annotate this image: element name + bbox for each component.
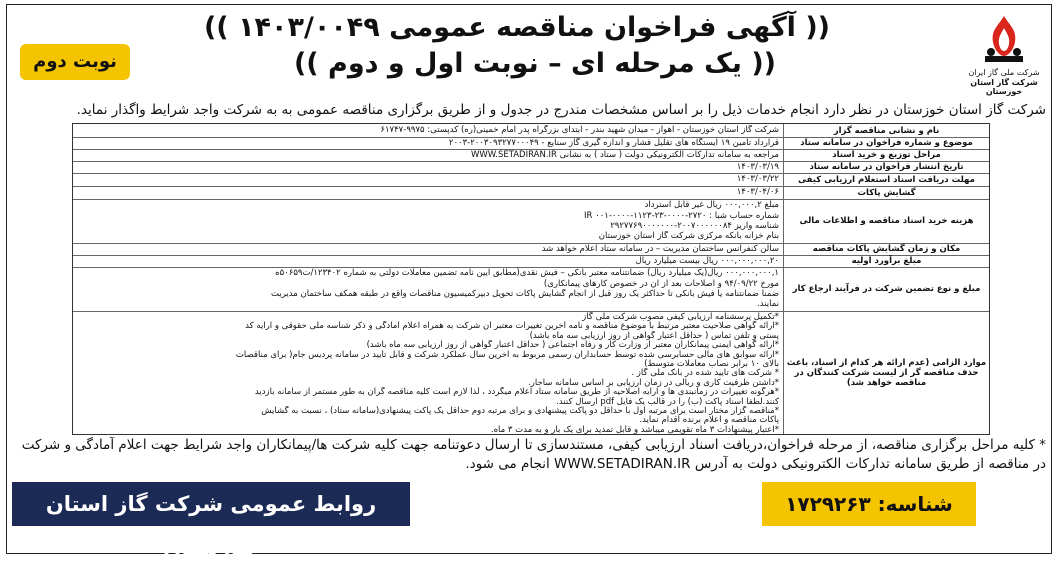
row-label: مبلغ برآورد اولیه [783, 255, 989, 267]
table-row [73, 311, 989, 434]
row-label: موضوع و شماره فراخوان در سامانه ستاد [783, 137, 989, 149]
notice-title [203, 10, 830, 82]
row-value [77, 255, 779, 267]
title-line-2: (( یک مرحله ای – نوبت اول و دوم )) [293, 48, 777, 79]
public-relations-banner: روابط عمومی شرکت گاز استان خوزستان [12, 482, 410, 526]
row-label: موارد الزامی (عدم ارائه هر کدام از اسناد، باعث حذف مناقصه گر از لیست شرکت کنندگان در مناقصه خواهد شد) [783, 311, 989, 434]
row-value [77, 186, 779, 199]
logo-caption-nigc: شرکت ملی گاز ایران [968, 68, 1040, 77]
round-badge: نوبت دوم [20, 44, 130, 80]
value-line: بالای ۱۰ برابر نصاب معاملات متوسط) [644, 358, 779, 369]
row-label: تاریخ انتشار فراخوان در سامانه ستاد [783, 161, 989, 173]
row-label: هزینه خرید اسناد مناقصه و اطلاعات مالی [783, 199, 989, 243]
value-line: *اعتبار پیشنهادات ۳ ماه تقویمی میباشد و قابل تمدید برای یک بار و به مدت ۳ ماه. [490, 424, 779, 434]
value-line: کنند.لطفا اسناد پاکت (ب) را در قالب یک فایل pdf ارسال کنند. [556, 396, 779, 406]
value-line: *داشتن ظرفیت کاری و ریالی در زمان ارزیابی بر اساس سامانه ساجار. [528, 377, 779, 388]
row-value [77, 173, 779, 186]
row-label: مهلت دریافت اسناد استعلام ارزیابی کیفی [783, 173, 989, 186]
notice-id-badge: شناسه: ۱۷۲۹۲۶۳ [762, 482, 976, 526]
row-label: مبلغ و نوع تضمین شرکت در فرآیند ارجاع کار [783, 267, 989, 311]
value-line: *ارائه سوابق های مالی حسابرسی شده توسط حسابداران رسمی مربوط به آخرین سال عملکرد شرکت و قابل تایید در سامانه پردیس جام( برای مناقصات [235, 349, 779, 359]
value-line: بنام خزانه بانکه مرکزی شرکت گاز استان خوزستان [598, 231, 779, 242]
row-value [77, 137, 779, 149]
value-line: مبلغ ۰۰۰,۰۰۰,۲ ریال غیر قابل استرداد [644, 200, 779, 211]
value-line: *هرگونه تغییرات در زمانبندی ها و ارایه اصلاحیه از طریق سامانه ستاد اعلام میگردد ، لذا لازم است کلیه مناقصه گران به طور مستمر از سامانه بازدید [254, 387, 779, 397]
table-row [73, 267, 989, 312]
tender-details-table [72, 123, 990, 435]
row-value [77, 149, 779, 161]
gas-flame-logo-icon [977, 12, 1031, 66]
value-line: * شرکت های تایید شده در بانک ملی گاز . [631, 368, 779, 378]
row-label: نام و نشانی مناقصه گزار [783, 124, 989, 137]
title-line-1: (( آگهی فراخوان مناقصه عمومی ۱۴۰۳/۰۰۴۹ )) [203, 12, 830, 43]
value-line: شماره حساب شبا : ۲۷۲۰-۰۰۰۰-۲۳-۱۱۲۳-۰۰۰۰-۰۰۱ IR [584, 210, 779, 221]
intro-paragraph: شرکت گاز استان خوزستان در نظر دارد انجام خدمات ذیل را بر اساس مشخصات مندرج در جدول و از طریق برگزاری مناقصه عمومی به به شرکت واجد شرایط واگذار نماید. [76, 102, 1046, 118]
procedure-note [16, 436, 1046, 474]
row-value [77, 243, 779, 255]
row-label: مکان و زمان گشایش پاکات مناقصه [783, 243, 989, 255]
value-line: *ارائه گواهی صلاحیت معتبر مرتبط با موضوع مناقصه و نامه آخرین تغییرات معتبر آن شرکت به همراه اعلام آمادگی و ذکر شناسه ملی حقوقی و ارایه کد [245, 321, 779, 331]
value-line: ضمنا ضمانتنامه یا فیش بانکی تا حداکثر یک روز قبل از انجام گشایش پاکات تحویل دبیرکمیسیون مناقصات واقع در طبقه همکف ساختمان مدیریت [271, 289, 779, 299]
value-line: مورخ ۹۴/۰۹/۲۲ و اصلاحات بعد از آن در خصوص کارهای پیمانکاری) [543, 278, 779, 289]
value-line: پستی و تلفن تماس ( حداقل اعتبار گواهی از روز ارزیابی سه ماه باشد) [529, 330, 779, 341]
value-line: پاکات مناقصه و اعلام برنده اقدام نماید. [639, 415, 779, 425]
value-line: ۱۴۰۳/۰۳/۲۲ [736, 174, 779, 185]
logo-caption-company: شرکت گاز استان خوزستان [970, 78, 1038, 96]
value-line: *تکمیل پرسشنامه ارزیابی کیفی مصوب شرکت ملی گاز [582, 312, 779, 322]
note-line-1: * کلیه مراحل برگزاری مناقصه، از مرحله فراخوان،دریافت اسناد ارزیابی کیفی، مستندسازی تا ارسال دعوتنامه جهت کلیه شرکت ها/پیمانکاران واجد شرایط جهت اعلام آمادگی و شرکت [21, 437, 1046, 453]
table-row [73, 173, 989, 187]
company-logo [960, 12, 1048, 96]
note-line-2: در مناقصه از طریق سامانه تدارکات الکترونیکی دولت به آدرس WWW.SETADIRAN.IR انجام می شود. [465, 456, 1046, 472]
row-value [77, 161, 779, 173]
table-row [73, 124, 989, 138]
value-line: مراجعه به سامانه تدارکات الکترونیکی دولت ( ستاد ) به نشانی WWW.SETADIRAN.IR [471, 149, 779, 160]
value-line: شناسه واریز ۲۰۰۷۰۰۰۰۰۰۸۴-۲۹۲۷۷۶۹۰۰۰۰۰۰۰ [610, 221, 779, 231]
table-row [73, 199, 989, 244]
table-row [73, 186, 989, 200]
value-line: *ارائه گواهی ایمنی پیمانکاران معتبر از وزارت کار و رفاه اجتماعی ( حداقل اعتبار گواهی از روز ارزیابی سه ماه باشد) [366, 340, 779, 350]
value-line: ۱۴۰۳/۰۴/۰۶ [736, 187, 779, 198]
row-label: گشایش پاکات [783, 186, 989, 199]
value-line: سالن کنفرانس ساختمان مدیریت – در سامانه ستاد اعلام خواهد شد [541, 243, 779, 254]
value-line: نمایند. [757, 299, 779, 310]
row-label: مراحل توزیع و خرید اسناد [783, 149, 989, 161]
row-value [77, 199, 779, 243]
value-line: ۰۰۰,۰۰۰,۰۰۰,۲۰ ریال بیست میلیارد ریال [635, 255, 779, 266]
value-line: قرارداد تامین ۱۹ ایستگاه های تقلیل فشار و اندازه گیری گاز سنایع - ۲۰۰۳۰۹۳۲۷۷۰۰۰۴۹-۲۰۰۳ [448, 137, 779, 148]
row-value [77, 311, 779, 434]
value-line: ۱۴۰۳/۰۳/۱۹ [736, 161, 779, 172]
value-line: شرکت گاز استان خوزستان - اهواز - میدان شهید بندر - ابتدای بزرگراه پدر امام خمینی(ره) کدپستی: ۹۹۷۵-۶۱۷۴۷ [380, 125, 779, 136]
row-value [77, 267, 779, 311]
value-line: *مناقصه گزار مختار است برای مرتبه اول با حداقل دو پاکت پیشنهادی و برای مرتبه دوم حداقل یک پاکت پیشنهادی(سامانه ستاد) ، نسبت به گشایش [261, 405, 779, 416]
row-value [77, 124, 779, 137]
value-line: ۰۰۰,۰۰۰,۰۰۰,۱ ریال(یک میلیارد ریال) ضمانتنامه معتبر بانکی – فیش نقدی(مطابق آیین نامه تضمین معاملات دولتی به شماره ۱۲۳۴۰۲/ت۵۰۶۵۹ه [275, 268, 779, 279]
